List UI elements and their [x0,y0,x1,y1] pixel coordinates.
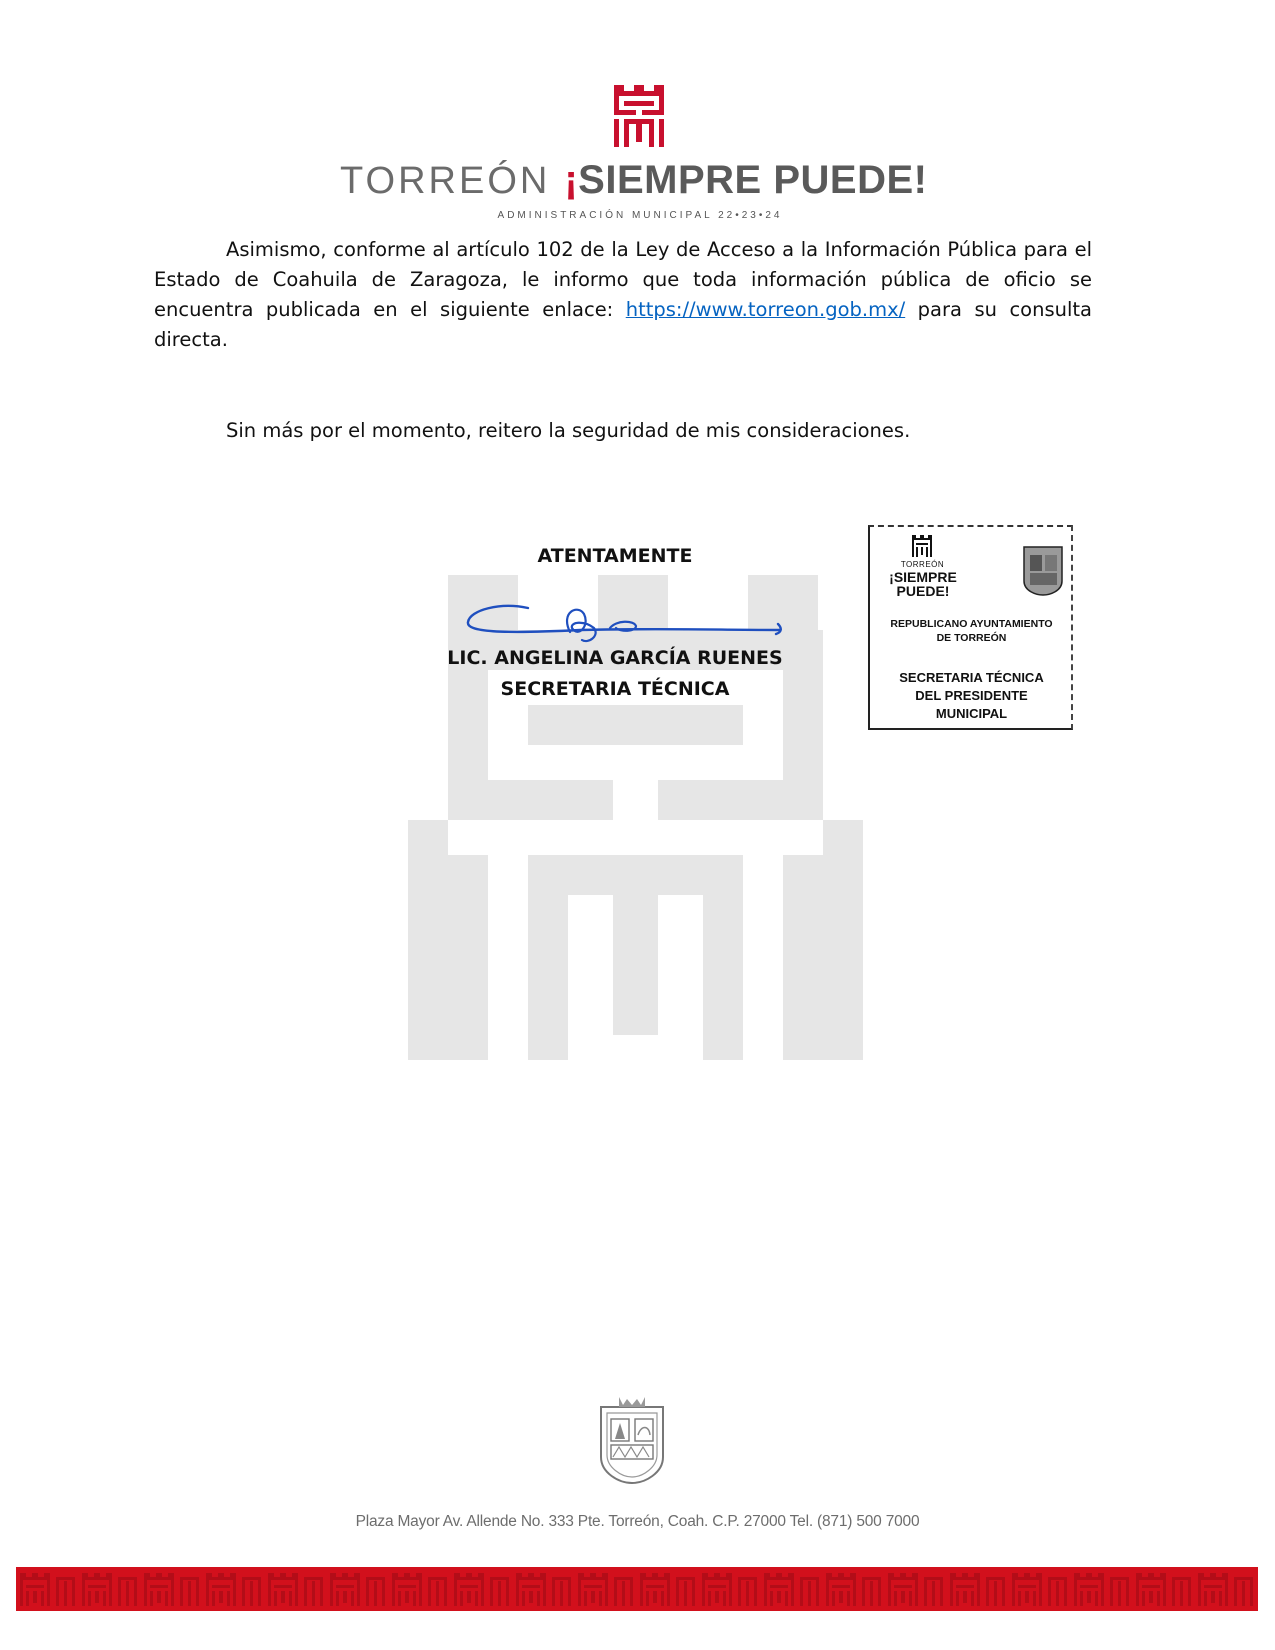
stamp-council-line1: REPUBLICANO AYUNTAMIENTO [890,618,1053,630]
signatory-title: SECRETARIA TÉCNICA [500,678,730,700]
stamp-slogan-line1: ¡SIEMPRE [889,569,957,585]
handwritten-signature [460,600,790,660]
brand-slogan [564,158,927,203]
brand-slogan-open: ¡ [564,158,579,202]
transparency-link[interactable]: https://www.torreon.gob.mx/ [625,298,906,321]
official-stamp [868,525,1073,730]
stamp-city: TORREÓN [900,560,945,569]
stamp-office-line2: DEL PRESIDENTE [915,688,1028,703]
closing-text: ATENTAMENTE [537,545,693,567]
stamp-office [874,669,1069,723]
band-pattern [16,1567,1258,1611]
paragraph1-before-link: Asimismo, conforme al artículo 102 de la Ley de Acceso a la Información Pública para el Estado de Coahuila de Zaragoza, le informo que toda información pública de oficio se encuentra publicada en el siguiente enlace: [154,238,1092,321]
stamp-council-line2: DE TORREÓN [936,632,1007,644]
brand-wordmark [340,158,940,204]
body-paragraph-2: Sin más por el momento, reitero la seguridad de mis consideraciones. [226,419,911,442]
brand-slogan-word1: SIEMPRE [578,158,762,202]
paragraph1-after-link: para su consulta directa. [154,298,1092,351]
stamp-castle-icon [910,535,934,557]
stamp-office-line3: MUNICIPAL [935,706,1008,721]
stamp-council [874,617,1069,645]
footer-band [16,1567,1258,1611]
coat-of-arms-icon [593,1395,671,1487]
stamp-slogan-line2: PUEDE! [896,583,950,599]
stamp-seal-icon [1020,541,1066,597]
body-paragraph-1 [154,235,1092,355]
administration-label: ADMINISTRACIÓN MUNICIPAL 22•23•24 [497,210,783,221]
brand-slogan-word2: PUEDE! [773,158,928,202]
stamp-office-line1: SECRETARIA TÉCNICA [899,670,1044,685]
footer-address: Plaza Mayor Av. Allende No. 333 Pte. Torreón, Coah. C.P. 27000 Tel. (871) 500 7000 [355,1513,920,1530]
torreon-castle-icon [610,85,668,147]
signatory-name: LIC. ANGELINA GARCÍA RUENES [447,647,783,669]
brand-city: TORREÓN [340,160,551,202]
